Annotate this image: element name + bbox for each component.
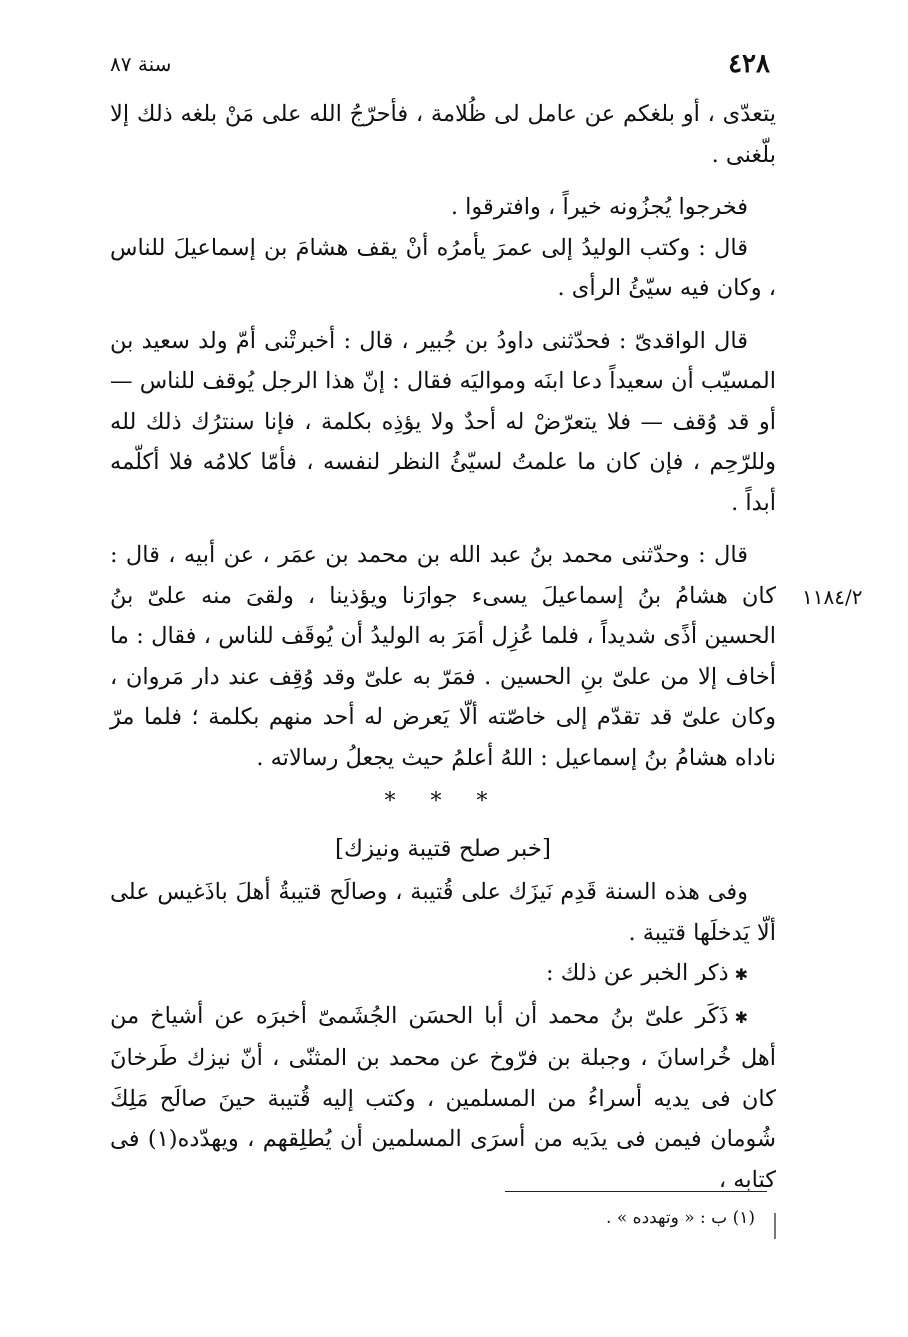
paragraph: قال الواقدىّ : فحدّثنى داودُ بن جُبير ، قال : أخبرتْنى أمّ ولد سعيد بن المسيّب أن سعيداً دعا ابنَه ومواليَه فقال : إنّ هذا الرجل يُوقف للناس — أو قد وُقف — فلا يتعرّضْ له أحدٌ ولا يؤذِه بكلمة ، فإنا سنترُك ذلك لله وللرّحِم ، فإن كان ما علمتُ لسيّئُ النظر لنفسه ، فأمّا كلامُه فلا أكلّمه أبداً . <box>110 327 776 516</box>
margin-reference: ١١٨٤/٢ <box>802 585 863 609</box>
page-number: ٤٢٨ <box>728 49 770 79</box>
paragraph: قال : وكتب الوليدُ إلى عمرَ يأمرُه أنْ يقف هشامَ بن إسماعيلَ للناس ، وكان فيه سيّئُ الرأى . <box>110 234 776 301</box>
paragraph: يتعدّى ، أو بلغكم عن عامل لى ظُلامة ، فأحرّجُ الله على مَنْ بلغه ذلك إلا بلّغنى . <box>110 101 776 168</box>
page-header <box>110 44 770 84</box>
subheading <box>110 953 776 996</box>
running-head-year: سنة ٨٧ <box>110 52 172 76</box>
footnote-rule <box>505 1191 767 1192</box>
paragraph <box>110 996 776 1201</box>
section-divider-stars: * * * <box>384 789 502 814</box>
bullet-star-icon: ✱ <box>734 1007 748 1027</box>
margin-edge-mark <box>774 1213 776 1239</box>
bullet-star-icon: ✱ <box>734 965 748 984</box>
footnote: (١) ب : « وتهدده » . <box>606 1208 755 1228</box>
main-text <box>110 94 776 1200</box>
section-heading: [خبر صلح قتيبة ونيزك] <box>335 836 551 862</box>
paragraph: فخرجوا يُجزُونه خيراً ، وافترقوا . <box>450 194 748 220</box>
subheading-text: ذكر الخبر عن ذلك : <box>546 960 729 986</box>
paragraph: وفى هذه السنة قَدِم نَيزَك على قُتيبة ، وصالَح قتيبةُ أهلَ باذَغيس على ألّا يَدخلَها قتيبة . <box>110 879 776 946</box>
paragraph-text: ذَكَر علىّ بنُ محمد أن أبا الحسَن الجُشَمىّ أخبرَه عن أشياخ من أهل خُراسانَ ، وجبلة بن فرّوخ عن محمد بن المثنّى ، أنّ نيزك طَرخانَ كان فى يديه أسراءُ من المسلمين ، وكتب إليه قُتيبة حينَ صالَح مَلِكَ شُومان فيمن فى يدَيه من أسرَى المسلمين أن يُطلِقهم ، ويهدّده(١) فى كتابه ، <box>110 1002 776 1193</box>
paragraph: قال : وحدّثنى محمد بنُ عبد الله بن محمد بن عمَر ، عن أبيه ، قال : كان هشامُ بنُ إسماعيلَ يسىء جوارَنا ويؤذينا ، ولقىَ منه علىّ بنُ الحسين أذًى شديداً ، فلما عُزِل أمَرَ به الوليدُ أن يُوقَف للناس ، فقال : ما أخاف إلا من علىّ بنِ الحسين . فمَرّ به علىّ وقد وُقِف عند دار مَروان ، وكان علىّ قد تقدّم إلى خاصّته ألّا يَعرض له أحد منهم بكلمة ؛ فلما مرّ ناداه هشامُ بنُ إسماعيل : اللهُ أعلمُ حيث يجعلُ رسالاته . <box>110 542 776 771</box>
